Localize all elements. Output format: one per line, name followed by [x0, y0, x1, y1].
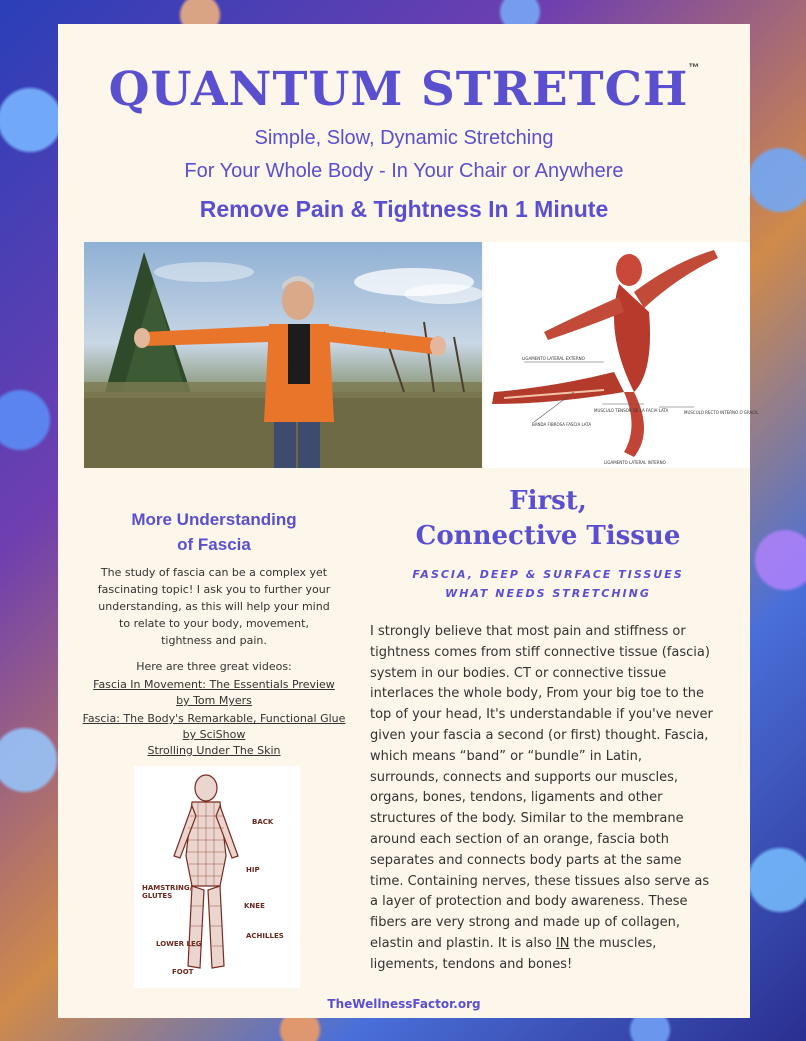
- videos-intro: Here are three great videos:: [136, 660, 292, 673]
- subtitle-1: Simple, Slow, Dynamic Stretching: [254, 127, 554, 149]
- anatomy-label-1: LIGAMENTO LATERAL EXTERNO: [522, 356, 585, 361]
- anatomy-label-3: BANDA FIBROSA FASCIA LATA: [532, 422, 592, 427]
- body-label-foot: FOOT: [172, 968, 194, 976]
- body-label-hip: HIP: [246, 866, 260, 874]
- trademark-symbol: ™: [688, 62, 700, 74]
- body-label-knee: KNEE: [244, 902, 265, 910]
- muscle-anatomy-illustration: [484, 242, 759, 468]
- video-link-fascia-in-movement[interactable]: Fascia In Movement: The Essentials Preview: [93, 678, 335, 691]
- anatomy-label-4: MUSCULO RECTO INTERNO O GRACIL: [684, 410, 759, 415]
- connective-tissue-text-part-1: I strongly believe that most pain and stiffness or tightness comes from stiff connective tissue (fascia) system in our bodies. CT or connective tissue interlaces the whole body, From your big toe to the top of your head, It's understandable if you've never given your fascia a second (or first) thought. Fascia, which means “band” or “bundle” in Latin, surrounds, connects and supports our muscles, organs, bones, tendons, ligaments and other structures of the body. Similar to the membrane around each section of an orange, fascia both separates and connects body parts at the same time. Containing nerves, these tissues also serve as a layer of protection and body awareness. These fibers are very strong and made up of collagen, elastin and plastin. It is also: [370, 624, 713, 951]
- body-label-glutes: GLUTES: [142, 892, 173, 900]
- video-link-strolling-under-skin[interactable]: Strolling Under The Skin: [147, 744, 281, 757]
- body-label-achilles: ACHILLES: [246, 932, 284, 940]
- video-link-fascia-in-movement-author[interactable]: by Tom Myers: [176, 694, 252, 707]
- subtitle-2: For Your Whole Body - In Your Chair or Anywhere: [184, 160, 624, 182]
- fascia-body-chart: [134, 766, 300, 988]
- flyer-card: [58, 24, 759, 1018]
- left-heading-line-2: of Fascia: [177, 535, 251, 554]
- body-label-lower-leg: LOWER LEG: [156, 940, 202, 948]
- right-heading-line-1: First,: [509, 486, 587, 516]
- right-kicker-1: FASCIA, DEEP & SURFACE TISSUES: [412, 568, 684, 581]
- connective-tissue-text: [370, 622, 714, 976]
- page-title: [58, 62, 750, 117]
- video-link-functional-glue-author[interactable]: by SciShow: [182, 728, 246, 741]
- body-chart-illustration: [134, 766, 300, 988]
- video-link-functional-glue[interactable]: Fascia: The Body's Remarkable, Functional Glue: [82, 712, 346, 725]
- fascia-intro-text: The study of fascia can be a complex yet fascinating topic! I ask you to further your understanding, as this will help your mind to relate to your body, movement, tightness and pain.: [97, 566, 331, 647]
- emphasis-in: IN: [555, 935, 570, 951]
- left-heading-line-1: More Understanding: [131, 510, 297, 529]
- right-kicker-2: WHAT NEEDS STRETCHING: [445, 587, 651, 600]
- anatomy-label-2: MUSCULO TENSOR DE LA FACIA LATA: [594, 408, 669, 413]
- stretching-man-illustration: [84, 242, 482, 468]
- body-label-back: BACK: [252, 818, 274, 826]
- stretching-man-photo: [84, 242, 482, 468]
- body-label-hamstring: HAMSTRING/: [142, 884, 193, 892]
- title-text: QUANTUM STRETCH: [108, 62, 689, 117]
- right-heading-line-2: Connective Tissue: [415, 521, 681, 551]
- anatomy-label-5: LIGAMENTO LATERAL INTERNO: [604, 460, 666, 465]
- muscle-anatomy-image: [484, 242, 759, 468]
- footer-website[interactable]: TheWellnessFactor.org: [327, 997, 481, 1011]
- tagline: Remove Pain & Tightness In 1 Minute: [199, 196, 609, 222]
- connective-tissue-text-part-2: the muscles, ligements, tendons and bones!: [370, 935, 657, 972]
